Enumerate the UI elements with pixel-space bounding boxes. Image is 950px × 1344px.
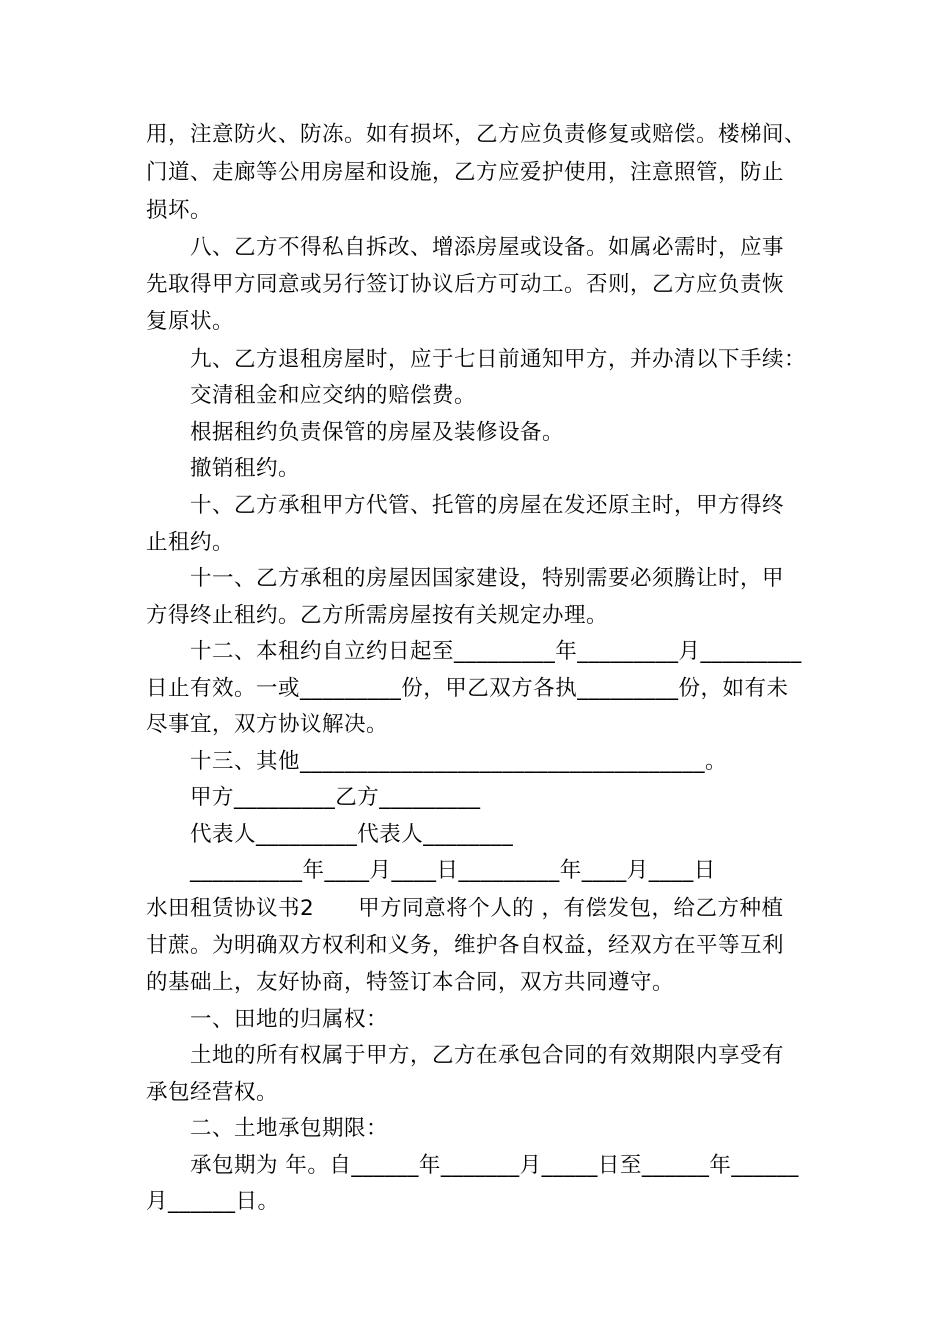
text-line: 十、乙方承租甲方代管、托管的房屋在发还原主时，甲方得终 <box>190 493 785 518</box>
text-line: 十三、其他____________________________________。 <box>190 749 728 774</box>
text-line: 损坏。 <box>146 198 213 223</box>
text-line: 甘蔗。为明确双方权利和义务，维护各自权益，经双方在平等互利 <box>146 933 785 958</box>
text-line: 八、乙方不得私自拆改、增添房屋或设备。如属必需时，应事 <box>190 235 785 260</box>
text-line: 水田租赁协议书2 甲方同意将个人的 ，有偿发包，给乙方种植 <box>146 896 784 921</box>
text-line: 土地的所有权属于甲方，乙方在承包合同的有效期限内享受有 <box>190 1043 785 1068</box>
text-line: 复原状。 <box>146 309 235 334</box>
text-line: 九、乙方退租房屋时，应于七日前通知甲方，并办清以下手续： <box>190 347 807 372</box>
text-line: 方得终止租约。乙方所需房屋按有关规定办理。 <box>146 603 609 628</box>
text-line: 尽事宜，双方协议解决。 <box>146 712 389 737</box>
text-line: 承包经营权。 <box>146 1080 279 1105</box>
text-line: 二、土地承包期限： <box>190 1116 389 1141</box>
text-line: 十二、本租约自立约日起至_________年_________月_________ <box>190 639 802 664</box>
text-line: 十一、乙方承租的房屋因国家建设，特别需要必须腾让时，甲 <box>190 566 785 591</box>
text-line: 代表人_________代表人________ <box>190 822 514 847</box>
text-line: 月______日。 <box>146 1189 280 1214</box>
text-line: 的基础上，友好协商，特签订本合同，双方共同遵守。 <box>146 970 675 995</box>
text-line: 门道、走廊等公用房屋和设施，乙方应爱护使用，注意照管，防止 <box>146 160 785 185</box>
text-line: 先取得甲方同意或另行签订协议后方可动工。否则，乙方应负责恢 <box>146 272 785 297</box>
text-line: 一、田地的归属权： <box>190 1007 389 1032</box>
text-line: 交清租金和应交纳的赔偿费。 <box>190 383 477 408</box>
text-line: 根据租约负责保管的房屋及装修设备。 <box>190 420 565 445</box>
text-line: 撤销租约。 <box>190 456 301 481</box>
text-line: 日止有效。一或_________份，甲乙双方各执_________份，如有未 <box>146 676 789 701</box>
text-line: 承包期为 年。自______年_______月_____日至______年______ <box>190 1153 799 1178</box>
text-line: __________年____月____日_________年____月____日 <box>190 858 716 883</box>
text-line: 止租约。 <box>146 530 235 555</box>
text-line: 用，注意防火、防冻。如有损坏，乙方应负责修复或赔偿。楼梯间、 <box>146 122 807 147</box>
text-line: 甲方_________乙方_________ <box>190 785 481 810</box>
